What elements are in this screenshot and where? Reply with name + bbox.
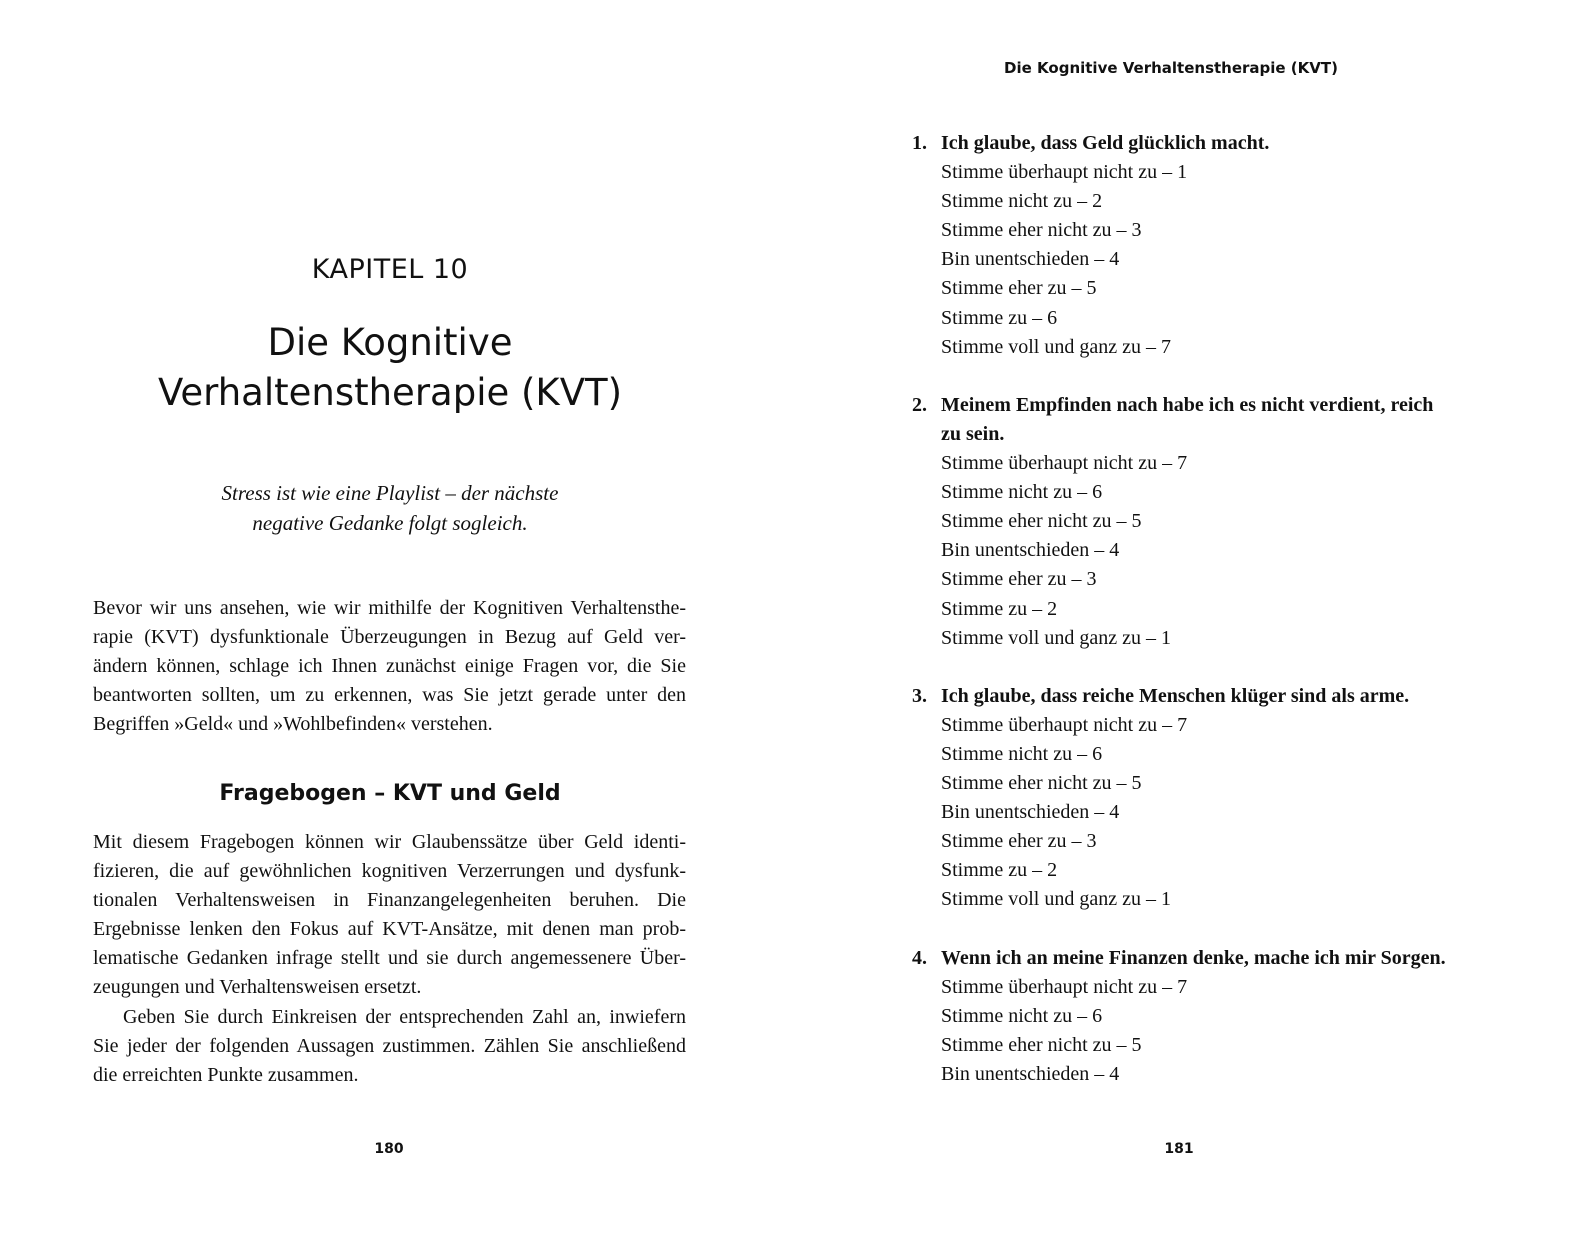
answer-option: Stimme nicht zu – 6 (941, 481, 1103, 504)
answer-option: Stimme zu – 2 (941, 859, 1058, 882)
paragraph-line: die erreichten Punkte zusammen. (93, 1063, 359, 1086)
paragraph-line: Bevor wir uns ansehen, wie wir mithilfe der Kognitiven Verhaltensthe- (93, 597, 686, 619)
paragraph-line: rapie (KVT) dysfunktionale Überzeugungen in Bezug auf Geld ver- (93, 626, 686, 649)
question-item (912, 391, 1512, 653)
question-number: 2. (912, 393, 927, 416)
answer-option: Bin unentschieden – 4 (941, 248, 1120, 271)
question-text: Ich glaube, dass Geld glücklich macht. (941, 132, 1270, 154)
chapter-label: KAPITEL 10 (311, 254, 469, 285)
answer-option: Stimme eher zu – 5 (941, 277, 1097, 300)
chapter-title-line: Die Kognitive (267, 321, 513, 364)
answer-option: Stimme überhaupt nicht zu – 7 (941, 452, 1188, 475)
answer-option: Stimme eher nicht zu – 5 (941, 510, 1142, 533)
answer-option: Stimme überhaupt nicht zu – 1 (941, 161, 1188, 184)
answer-option: Stimme überhaupt nicht zu – 7 (941, 975, 1188, 998)
answer-option: Stimme eher zu – 3 (941, 568, 1097, 591)
question-item (912, 944, 1512, 1089)
answer-option: Stimme eher zu – 3 (941, 830, 1097, 853)
page-number-left: 180 (374, 1141, 404, 1157)
epigraph-line: Stress ist wie eine Playlist – der nächste (221, 481, 559, 505)
answer-option: Stimme eher nicht zu – 3 (941, 219, 1142, 242)
paragraph-line: zeugungen und Verhaltensweisen ersetzt. (93, 976, 422, 999)
answer-option: Stimme überhaupt nicht zu – 7 (941, 713, 1188, 736)
question-text: Ich glaube, dass reiche Menschen klüger sind als arme. (941, 684, 1410, 707)
answer-option: Stimme eher nicht zu – 5 (941, 772, 1142, 795)
answer-option: Stimme eher nicht zu – 5 (941, 1033, 1142, 1056)
answer-option: Stimme nicht zu – 6 (941, 742, 1103, 765)
question-item (912, 682, 1512, 915)
running-header: Die Kognitive Verhaltenstherapie (KVT) (1004, 59, 1338, 77)
answer-option: Stimme nicht zu – 6 (941, 1004, 1103, 1027)
paragraph-line: tionalen Verhaltensweisen in Finanzangelegenheiten beruhen. Die (93, 889, 686, 912)
page-number-right: 181 (1164, 1141, 1194, 1157)
paragraph-line: Geben Sie durch Einkreisen der entsprechenden Zahl an, inwiefern (123, 1005, 686, 1028)
answer-option: Stimme voll und ganz zu – 1 (941, 626, 1171, 649)
question-number: 4. (912, 946, 927, 969)
chapter-title (90, 318, 690, 418)
question-text: Meinem Empfinden nach habe ich es nicht verdient, reich (941, 393, 1434, 416)
answer-option: Stimme voll und ganz zu – 7 (941, 335, 1171, 358)
section-heading: Fragebogen – KVT und Geld (219, 781, 561, 806)
body-paragraphs (93, 828, 686, 1090)
paragraph-line: lematische Gedanken infrage stellt und sie durch angemessenere Über- (93, 947, 686, 970)
answer-option: Bin unentschieden – 4 (941, 801, 1120, 824)
paragraph-line: ändern können, schlage ich Ihnen zunächst einige Fragen vor, die Sie (93, 655, 686, 678)
paragraph-line: beantworten sollten, um zu erkennen, was Sie jetzt gerade unter den (93, 684, 686, 707)
chapter-title-line: Verhaltenstherapie (KVT) (157, 371, 623, 414)
answer-option: Bin unentschieden – 4 (941, 1063, 1120, 1085)
paragraph-line: Sie jeder der folgenden Aussagen zustimmen. Zählen Sie anschließend (93, 1034, 686, 1057)
paragraph-line: Ergebnisse lenken den Fokus auf KVT-Ansätze, mit denen man prob- (93, 918, 686, 941)
answer-option: Stimme zu – 2 (941, 597, 1058, 620)
epigraph-line: negative Gedanke folgt sogleich. (252, 511, 528, 535)
answer-option: Stimme voll und ganz zu – 1 (941, 888, 1171, 911)
epigraph (90, 478, 690, 538)
paragraph-line: fizieren, die auf gewöhnlichen kognitiven Verzerrungen und dysfunk- (93, 860, 686, 883)
answer-option: Stimme zu – 6 (941, 306, 1058, 329)
paragraph-line: Mit diesem Fragebogen können wir Glaubenssätze über Geld identi- (93, 831, 686, 853)
question-text: zu sein. (941, 422, 1005, 445)
question-text: Wenn ich an meine Finanzen denke, mache ich mir Sorgen. (941, 946, 1446, 969)
answer-option: Bin unentschieden – 4 (941, 539, 1120, 562)
question-number: 1. (912, 132, 927, 154)
paragraph-line: Begriffen »Geld« und »Wohlbefinden« verstehen. (93, 713, 493, 736)
answer-option: Stimme nicht zu – 2 (941, 190, 1103, 213)
questionnaire (912, 129, 1512, 1118)
intro-paragraph (93, 594, 686, 739)
question-number: 3. (912, 684, 927, 707)
question-item (912, 129, 1512, 362)
